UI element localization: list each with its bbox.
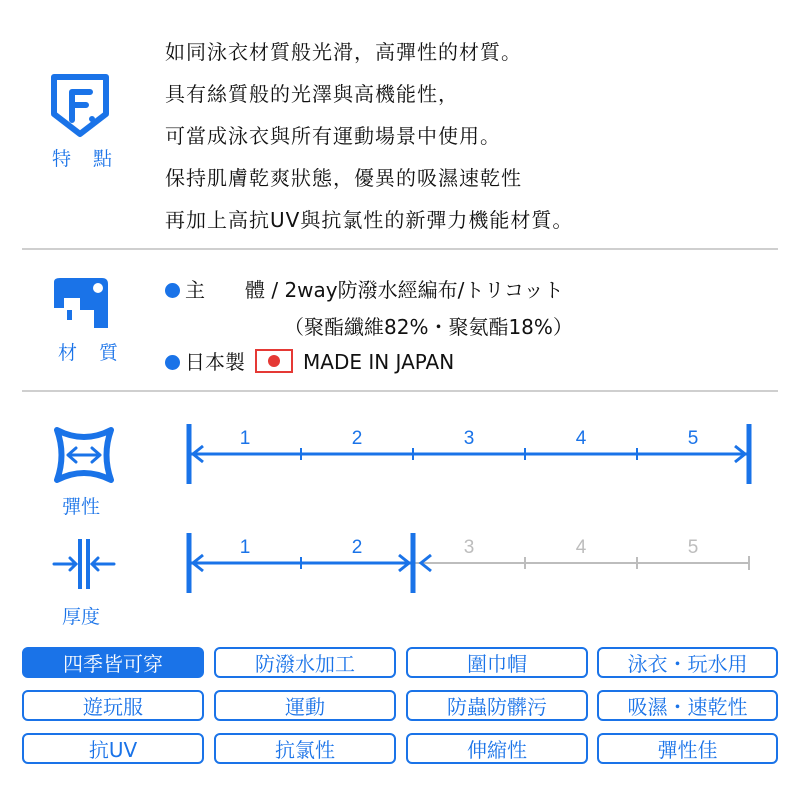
tag: 吸濕・速乾性: [597, 690, 778, 721]
sewing-machine-icon: [50, 276, 114, 336]
scale-tick-label: 3: [463, 537, 475, 558]
scale-tick-label: 5: [687, 428, 699, 449]
scale-tick-label: 2: [351, 537, 363, 558]
tag: 遊玩服: [22, 690, 204, 721]
feature-line: 如同泳衣材質般光滑，高彈性的材質。: [165, 40, 522, 64]
features-caption: 特 點: [52, 148, 121, 170]
material-origin-row: [165, 346, 454, 375]
tag: 泳衣・玩水用: [597, 647, 778, 678]
tag: 伸縮性: [406, 733, 588, 764]
section-divider: [22, 248, 778, 250]
stretch-icon: [52, 426, 116, 488]
thickness-scale: [165, 527, 785, 607]
origin-text: MADE IN JAPAN: [303, 350, 455, 374]
scale-tick-label: 4: [575, 537, 587, 558]
feature-line: 具有絲質般的光澤與高機能性，: [165, 82, 459, 106]
scale-tick-label: 1: [239, 537, 251, 558]
feature-line: 保持肌膚乾爽狀態，優異的吸濕速乾性: [165, 166, 522, 190]
feature-line: 可當成泳衣與所有運動場景中使用。: [165, 124, 501, 148]
tag: 圍巾帽: [406, 647, 588, 678]
bullet-icon: [165, 283, 180, 298]
tag: 運動: [214, 690, 396, 721]
scale-tick-label: 4: [575, 428, 587, 449]
thickness-icon: [52, 535, 116, 597]
scale-tick-label: 1: [239, 428, 251, 449]
material-caption: 材 質: [58, 342, 127, 364]
tag: 防蟲防髒污: [406, 690, 588, 721]
scale-tick-label: 2: [351, 428, 363, 449]
origin-label: 日本製: [185, 350, 245, 374]
tag: 防潑水加工: [214, 647, 396, 678]
material-composition: （聚酯纖維82%・聚氨酯18%）: [284, 315, 573, 339]
japan-flag-icon: [255, 349, 293, 373]
scale-tick-label: 5: [687, 537, 699, 558]
scale-tick-label: 3: [463, 428, 475, 449]
bullet-icon: [165, 355, 180, 370]
section-divider: [22, 390, 778, 392]
feature-line: 再加上高抗UV與抗氯性的新彈力機能材質。: [165, 208, 574, 232]
features-badge-icon: [50, 74, 110, 142]
tag: 抗UV: [22, 733, 204, 764]
material-main-label: 主 體: [185, 278, 265, 302]
tag: 彈性佳: [597, 733, 778, 764]
material-main-row: [165, 274, 564, 303]
tag: 四季皆可穿: [22, 647, 204, 678]
material-main-value: / 2way防潑水經編布/トリコット: [265, 278, 564, 302]
thickness-caption: 厚度: [62, 606, 101, 628]
elasticity-scale: [165, 418, 785, 498]
elasticity-caption: 彈性: [62, 496, 101, 518]
tag: 抗氯性: [214, 733, 396, 764]
